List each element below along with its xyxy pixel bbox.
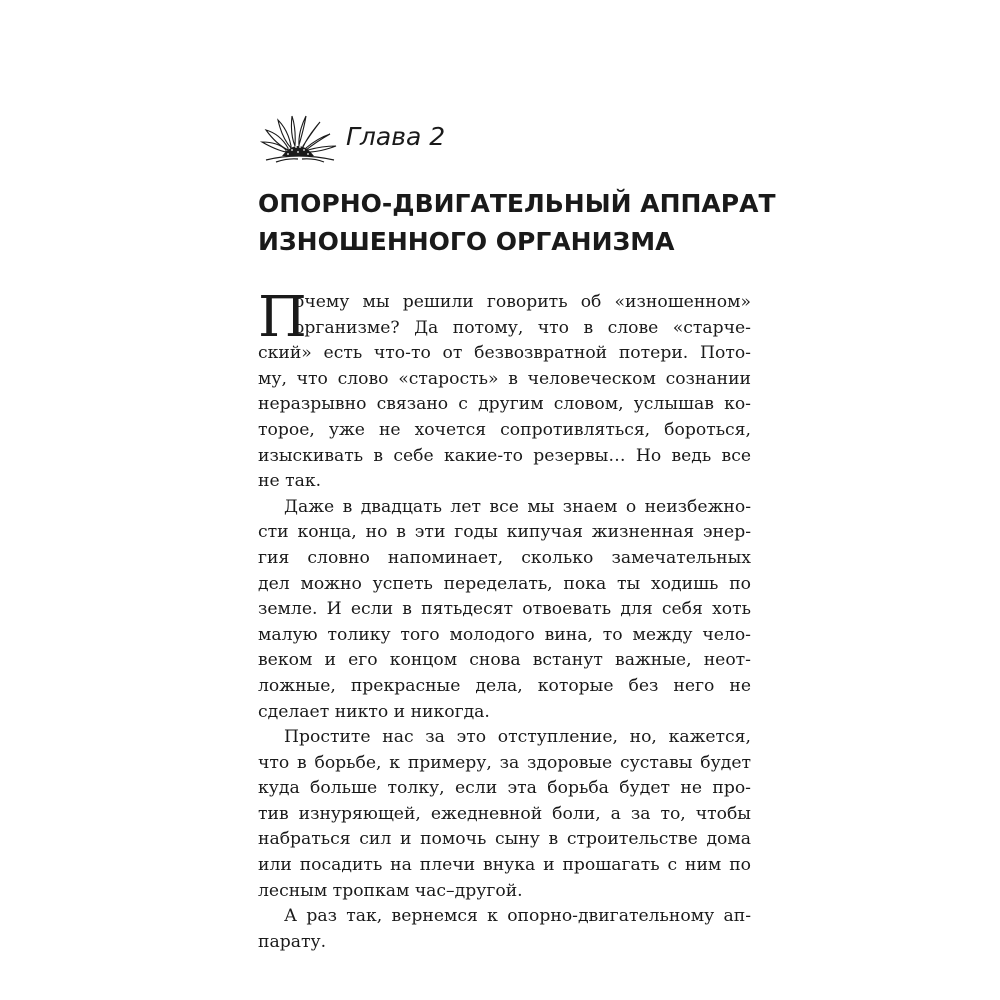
paragraph-2 [258,495,751,725]
sunflower-ornament-icon [258,112,340,164]
text-line: сти конца, но в эти годы кипучая жизненная энер- [258,522,751,543]
text-line: лесным тропкам час–другой. [258,880,523,901]
text-line: ложные, прекрасные дела, которые без него не [258,675,751,696]
text-line: земле. И если в пятьдесят отвоевать для себя хоть [258,599,751,620]
paragraph-1 [258,285,751,495]
text-line: изыскивать в себе какие-то резервы… Но ведь все [258,445,751,466]
text-line: не так. [258,471,322,492]
text-line: Даже в двадцать лет все мы знаем о неизбежно- [284,496,751,517]
text-line: очему мы решили говорить об «изношенном» [294,292,751,312]
text-line: куда больше толку, если эта борьба будет не про- [258,778,751,799]
text-line: веком и его концом снова встанут важные, неот- [258,650,751,671]
text-line: организме? Да потому, что в слове «старче- [294,317,751,338]
text-line: набраться сил и помочь сыну в строительстве дома [258,829,751,850]
paragraph-4 [258,904,751,955]
chapter-title [258,185,776,261]
chapter-label: Глава 2 [346,122,446,151]
chapter-heading [258,112,758,172]
text-line: Простите нас за это отступление, но, кажется, [284,727,751,748]
text-line: торое, уже не хочется сопротивляться, бороться, [258,419,751,440]
text-line: му, что слово «старость» в человеческом сознании [258,368,751,389]
body-text [258,285,751,955]
text-line: сделает никто и никогда. [258,701,490,722]
text-line: тив изнуряющей, ежедневной боли, а за то, чтобы [258,803,751,824]
text-line: парату. [258,931,327,952]
text-line: малую толику того молодого вина, то между чело- [258,624,751,645]
text-line: А раз так, вернемся к опорно-двигательному ап- [284,906,751,927]
chapter-title-line: ОПОРНО-ДВИГАТЕЛЬНЫЙ АППАРАТ [258,189,776,218]
text-line: гия словно напоминает, сколько замечательных [258,547,751,568]
drop-cap: П [258,285,307,350]
text-line: ский» есть что-то от безвозвратной потери. Пото- [258,343,751,364]
paragraph-3 [258,725,751,904]
text-line: неразрывно связано с другим словом, услышав ко- [258,394,751,415]
text-line: дел можно успеть переделать, пока ты ходишь по [258,573,751,594]
chapter-title-line: ИЗНОШЕННОГО ОРГАНИЗМА [258,227,675,256]
text-line: или посадить на плечи внука и прошагать с ним по [258,855,751,876]
text-line: что в борьбе, к примеру, за здоровые суставы будет [258,752,751,773]
